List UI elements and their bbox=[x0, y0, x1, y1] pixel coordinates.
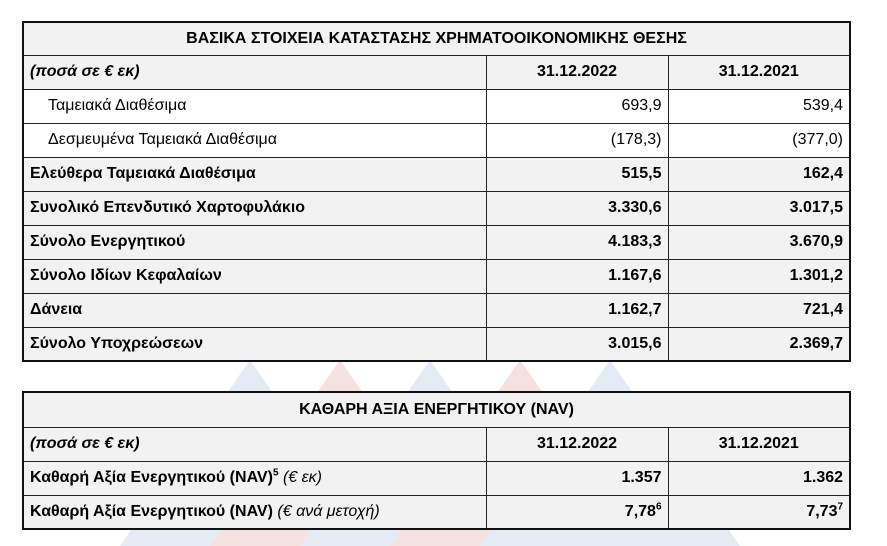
table-row bbox=[23, 461, 850, 495]
value-2021: 721,4 bbox=[668, 293, 850, 327]
value-2022: 3.015,6 bbox=[486, 327, 668, 361]
table-title: ΒΑΣΙΚΑ ΣΤΟΙΧΕΙΑ ΚΑΤΑΣΤΑΣΗΣ ΧΡΗΜΑΤΟΟΙΚΟΝΟΜΙΚΗΣ ΘΕΣΗΣ bbox=[23, 22, 850, 55]
column-header-2022: 31.12.2022 bbox=[486, 55, 668, 89]
value-2021: 1.301,2 bbox=[668, 259, 850, 293]
value-2021: 2.369,7 bbox=[668, 327, 850, 361]
nav-table bbox=[22, 391, 851, 530]
nav-per-share-value: 7,78 bbox=[624, 502, 656, 520]
row-label: Σύνολο Ενεργητικού bbox=[23, 225, 486, 259]
value-2022: 1.357 bbox=[486, 461, 668, 495]
table-row bbox=[23, 225, 850, 259]
table-title: ΚΑΘΑΡΗ ΑΞΙΑ ΕΝΕΡΓΗΤΙΚΟΥ (NAV) bbox=[23, 392, 850, 427]
table-row bbox=[23, 157, 850, 191]
unit-label: (ποσά σε € εκ) bbox=[23, 55, 486, 89]
value-2022: 1.167,6 bbox=[486, 259, 668, 293]
footnote-marker: 7 bbox=[837, 501, 844, 513]
value-2021: 1.362 bbox=[668, 461, 850, 495]
column-header-2021: 31.12.2021 bbox=[668, 427, 850, 461]
nav-label: Καθαρή Αξία Ενεργητικού (NAV) bbox=[30, 502, 273, 520]
value-2022: 515,5 bbox=[486, 157, 668, 191]
table-row bbox=[23, 293, 850, 327]
footnote-marker: 6 bbox=[655, 501, 662, 513]
value-2021: 162,4 bbox=[668, 157, 850, 191]
table-row bbox=[23, 123, 850, 157]
row-label: Σύνολο Ιδίων Κεφαλαίων bbox=[23, 259, 486, 293]
row-label: Δεσμευμένα Ταμειακά Διαθέσιμα bbox=[23, 123, 486, 157]
value-2021 bbox=[668, 495, 850, 529]
table-row bbox=[23, 327, 850, 361]
row-label bbox=[23, 461, 486, 495]
value-2021: (377,0) bbox=[668, 123, 850, 157]
footnote-marker: 5 bbox=[272, 467, 279, 479]
row-label: Δάνεια bbox=[23, 293, 486, 327]
unit-suffix: (€ ανά μετοχή) bbox=[277, 502, 380, 520]
unit-label: (ποσά σε € εκ) bbox=[23, 427, 486, 461]
value-2022: 693,9 bbox=[486, 89, 668, 123]
row-label: Ταμειακά Διαθέσιμα bbox=[23, 89, 486, 123]
financial-position-table bbox=[22, 21, 851, 362]
nav-per-share-value: 7,73 bbox=[806, 502, 838, 520]
row-label bbox=[23, 495, 486, 529]
row-label: Συνολικό Επενδυτικό Χαρτοφυλάκιο bbox=[23, 191, 486, 225]
value-2022: 1.162,7 bbox=[486, 293, 668, 327]
table-row bbox=[23, 89, 850, 123]
value-2022 bbox=[486, 495, 668, 529]
column-header-2022: 31.12.2022 bbox=[486, 427, 668, 461]
value-2022: (178,3) bbox=[486, 123, 668, 157]
table-row bbox=[23, 259, 850, 293]
table-row bbox=[23, 191, 850, 225]
row-label: Ελεύθερα Ταμειακά Διαθέσιμα bbox=[23, 157, 486, 191]
value-2021: 539,4 bbox=[668, 89, 850, 123]
value-2021: 3.670,9 bbox=[668, 225, 850, 259]
row-label: Σύνολο Υποχρεώσεων bbox=[23, 327, 486, 361]
value-2021: 3.017,5 bbox=[668, 191, 850, 225]
table-row bbox=[23, 495, 850, 529]
value-2022: 3.330,6 bbox=[486, 191, 668, 225]
nav-label: Καθαρή Αξία Ενεργητικού (NAV) bbox=[30, 469, 273, 486]
unit-suffix: (€ εκ) bbox=[282, 469, 322, 486]
column-header-2021: 31.12.2021 bbox=[668, 55, 850, 89]
value-2022: 4.183,3 bbox=[486, 225, 668, 259]
